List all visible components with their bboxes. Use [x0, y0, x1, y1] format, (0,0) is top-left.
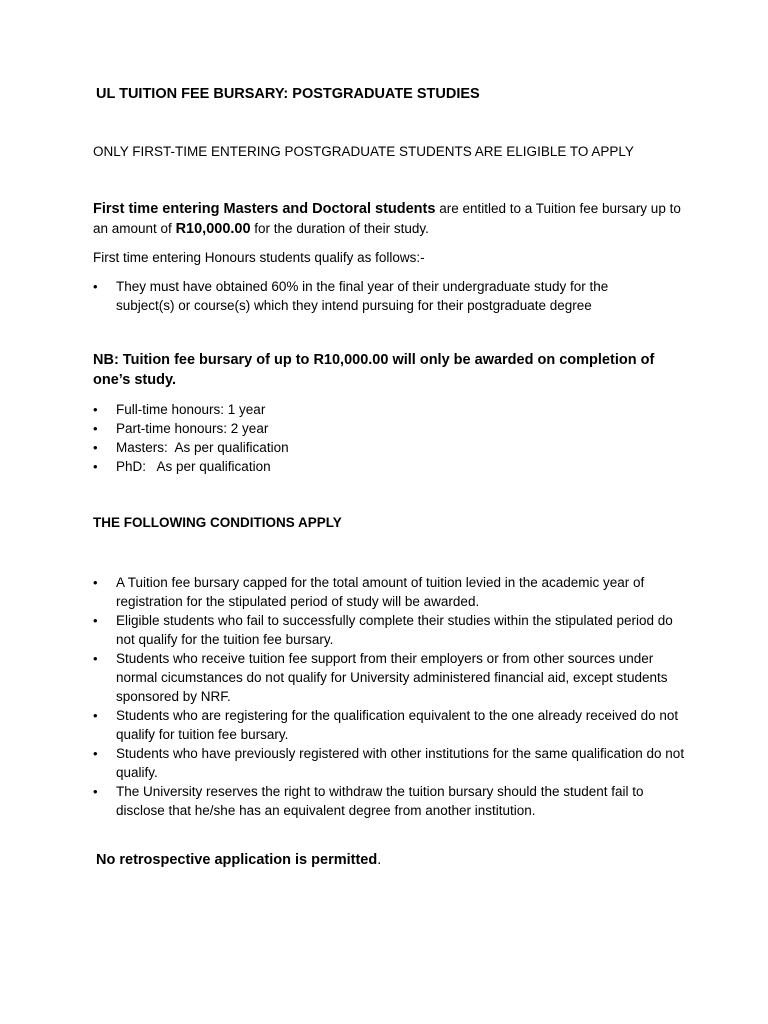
conditions-list [93, 573, 693, 820]
bullet-icon: • [93, 279, 98, 294]
bullet-icon: • [93, 746, 98, 761]
bursary-amount: R10,000.00 [175, 221, 251, 237]
list-item: • Eligible students who fail to successfully complete their studies within the stipulated period do not qualify for the tuition fee bursary. [93, 613, 673, 647]
document-title: UL TUITION FEE BURSARY: POSTGRADUATE STUDIES [96, 86, 480, 102]
conditions-heading: THE FOLLOWING CONDITIONS APPLY [93, 515, 342, 530]
list-item: • A Tuition fee bursary capped for the total amount of tuition levied in the academic year of registration for the stipulated period of study will be awarded. [93, 575, 645, 609]
bullet-icon: • [93, 575, 98, 590]
masters-doctoral-text-a: are entitled to a Tuition fee bursary up to an amount of [93, 201, 681, 236]
bullet-icon: • [93, 459, 98, 474]
honours-intro: First time entering Honours students qualify as follows:- [93, 250, 425, 265]
list-item: • Students who receive tuition fee support from their employers or from other sources under normal cicumstances do not qualify for University administered financial aid, except students sponsored by NRF. [93, 651, 668, 704]
closing-statement [96, 852, 381, 868]
study-duration-list [93, 400, 493, 476]
masters-doctoral-paragraph [93, 199, 683, 239]
list-item: • PhD: As per qualification [93, 459, 271, 474]
nb-note: NB: Tuition fee bursary of up to R10,000.00 will only be awarded on completion of one’s study. [93, 352, 655, 388]
list-item: • Students who are registering for the qualification equivalent to the one already received do not qualify for tuition fee bursary. [93, 708, 679, 742]
list-item: • Students who have previously registered with other institutions for the same qualification do not qualify. [93, 746, 685, 780]
bullet-icon: • [93, 708, 98, 723]
closing-statement-tail: . [377, 852, 382, 868]
list-item: • The University reserves the right to withdraw the tuition bursary should the student fail to disclose that he/she has an equivalent degree from another institution. [93, 784, 644, 818]
list-item: • They must have obtained 60% in the final year of their undergraduate study for the subject(s) or course(s) which they intend pursuing for their postgraduate degree [93, 279, 609, 313]
bullet-icon: • [93, 784, 98, 799]
bullet-icon: • [93, 651, 98, 666]
list-item: • Masters: As per qualification [93, 440, 289, 455]
bullet-icon: • [93, 402, 98, 417]
masters-doctoral-text-b: for the duration of their study. [250, 221, 429, 236]
list-item: • Part-time honours: 2 year [93, 421, 269, 436]
masters-doctoral-lead: First time entering Masters and Doctoral students [93, 201, 436, 217]
bullet-icon: • [93, 440, 98, 455]
eligibility-notice: ONLY FIRST-TIME ENTERING POSTGRADUATE STUDENTS ARE ELIGIBLE TO APPLY [93, 144, 634, 159]
closing-statement-bold: No retrospective application is permitted [96, 852, 378, 868]
bullet-icon: • [93, 613, 98, 628]
bullet-icon: • [93, 421, 98, 436]
honours-requirements-list [93, 277, 653, 315]
list-item: • Full-time honours: 1 year [93, 402, 266, 417]
